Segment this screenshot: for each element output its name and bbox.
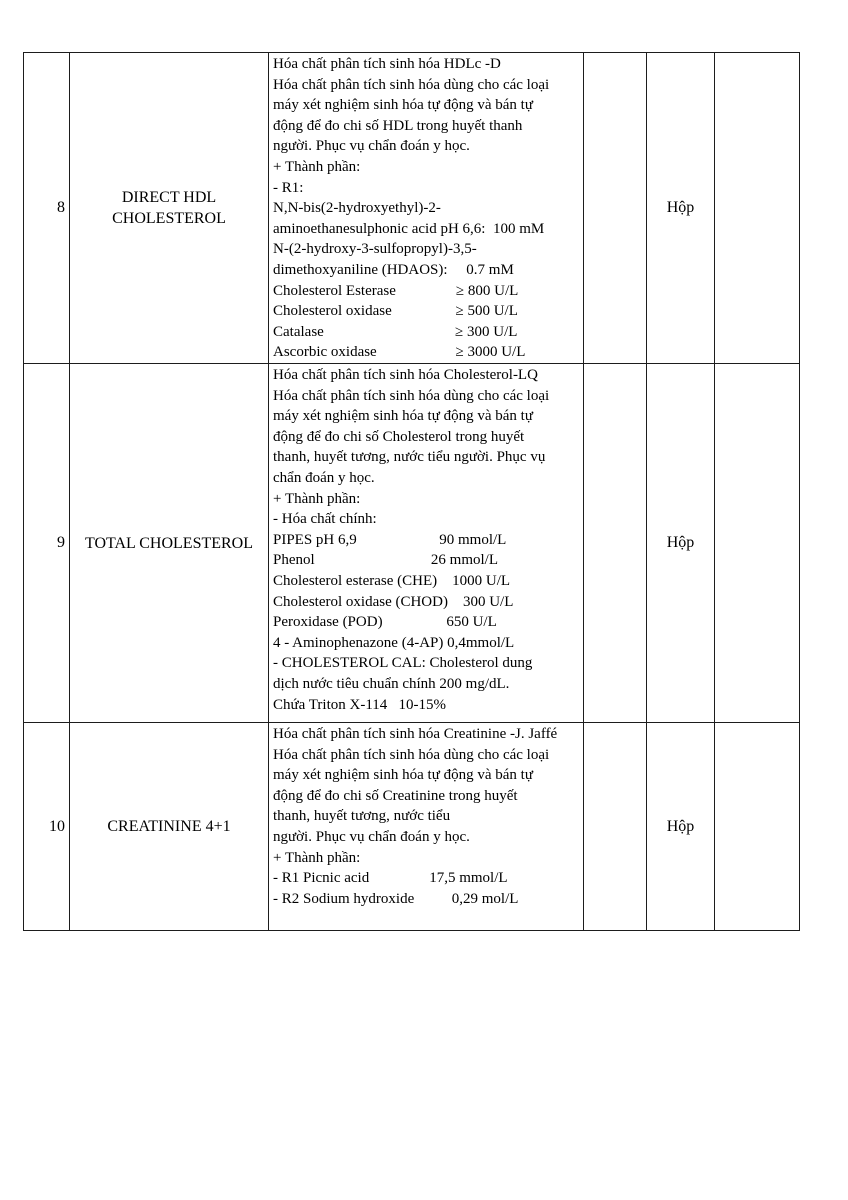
description-line: Peroxidase (POD) 650 U/L <box>273 614 497 631</box>
description-line: Hóa chất phân tích sinh hóa dùng cho các loại <box>273 76 550 93</box>
description-line: người. Phục vụ chẩn đoán y học. <box>273 138 470 155</box>
description-line: Phenol 26 mmol/L <box>273 552 498 569</box>
description-line: Hóa chất phân tích sinh hóa dùng cho các loại <box>273 746 550 763</box>
description-line: Cholesterol oxidase (CHOD) 300 U/L <box>273 593 514 610</box>
product-name-line: DIRECT HDL <box>121 189 217 206</box>
description-line: Ascorbic oxidase ≥ 3000 U/L <box>273 344 526 361</box>
description-line: chẩn đoán y học. <box>273 469 375 486</box>
description-line: động để đo chi số Cholesterol trong huyết <box>273 428 525 445</box>
description-line: Hóa chất phân tích sinh hóa dùng cho các loại <box>273 387 550 404</box>
description-line: Catalase ≥ 300 U/L <box>273 323 518 340</box>
product-name-line: CHOLESTEROL <box>112 210 226 227</box>
row-number-cell: 9 <box>24 364 70 723</box>
description-line: người. Phục vụ chẩn đoán y học. <box>273 828 470 845</box>
description-line: 4 - Aminophenazone (4-AP) 0,4mmol/L <box>273 634 515 651</box>
product-name-cell <box>70 723 269 931</box>
description-line: Cholesterol esterase (CHE) 1000 U/L <box>273 572 511 589</box>
description-line: N-(2-hydroxy-3-sulfopropyl)-3,5- <box>273 241 477 258</box>
product-description-cell <box>269 364 584 723</box>
description-line: Hóa chất phân tích sinh hóa Cholesterol-LQ <box>273 367 538 383</box>
description-line: - Hóa chất chính: <box>273 511 377 528</box>
description-line: thanh, huyết tương, nước tiểu người. Phục vụ <box>273 449 546 466</box>
product-name-cell <box>70 364 269 723</box>
unit-cell: Hộp <box>647 364 715 723</box>
reagent-table <box>23 52 800 931</box>
description-line: động để đo chi số Creatinine trong huyết <box>273 787 518 804</box>
unit-cell: Hộp <box>647 723 715 931</box>
unit-cell: Hộp <box>647 53 715 364</box>
description-line: Hóa chất phân tích sinh hóa Creatinine -J. Jaffé <box>273 726 558 742</box>
product-description-cell <box>269 53 584 364</box>
product-name-line: CREATININE 4+1 <box>107 818 231 835</box>
description-line: Cholesterol oxidase ≥ 500 U/L <box>273 303 518 320</box>
description-line: Hóa chất phân tích sinh hóa HDLc -D <box>273 56 501 72</box>
description-line: + Thành phần: <box>273 849 361 866</box>
table-row <box>24 53 800 364</box>
product-name-cell <box>70 53 269 364</box>
description-line: - R2 Sodium hydroxide 0,29 mol/L <box>273 890 519 907</box>
description-line: + Thành phần: <box>273 158 361 175</box>
description-line: + Thành phần: <box>273 490 361 507</box>
description-line: Cholesterol Esterase ≥ 800 U/L <box>273 282 519 299</box>
description-line: aminoethanesulphonic acid pH 6,6: 100 mM <box>273 220 545 237</box>
description-line: - R1 Picnic acid 17,5 mmol/L <box>273 870 508 887</box>
description-line: máy xét nghiệm sinh hóa tự động và bán tự <box>273 767 533 784</box>
description-line: động để đo chi số HDL trong huyết thanh <box>273 117 523 134</box>
description-line: thanh, huyết tương, nước tiểu <box>273 808 451 825</box>
quantity-cell <box>584 53 647 364</box>
description-line: Chứa Triton X-114 10-15% <box>273 696 446 713</box>
quantity-cell <box>584 723 647 931</box>
description-line: dimethoxyaniline (HDAOS): 0.7 mM <box>273 261 514 278</box>
note-cell <box>715 53 800 364</box>
description-line: - R1: <box>273 179 304 196</box>
description-line: - CHOLESTEROL CAL: Cholesterol dung <box>273 655 533 672</box>
description-line: máy xét nghiệm sinh hóa tự động và bán tự <box>273 408 533 425</box>
description-line: N,N-bis(2-hydroxyethyl)-2- <box>273 200 441 217</box>
product-description-cell <box>269 723 584 931</box>
note-cell <box>715 364 800 723</box>
row-number-cell: 8 <box>24 53 70 364</box>
note-cell <box>715 723 800 931</box>
product-name-line: TOTAL CHOLESTEROL <box>84 534 254 552</box>
table-row <box>24 723 800 931</box>
description-line: dịch nước tiêu chuẩn chính 200 mg/dL. <box>273 675 510 692</box>
description-line: PIPES pH 6,9 90 mmol/L <box>273 531 507 548</box>
description-line: máy xét nghiệm sinh hóa tự động và bán tự <box>273 97 533 114</box>
reagent-table-body <box>24 53 800 931</box>
row-number-cell: 10 <box>24 723 70 931</box>
table-row <box>24 364 800 723</box>
quantity-cell <box>584 364 647 723</box>
